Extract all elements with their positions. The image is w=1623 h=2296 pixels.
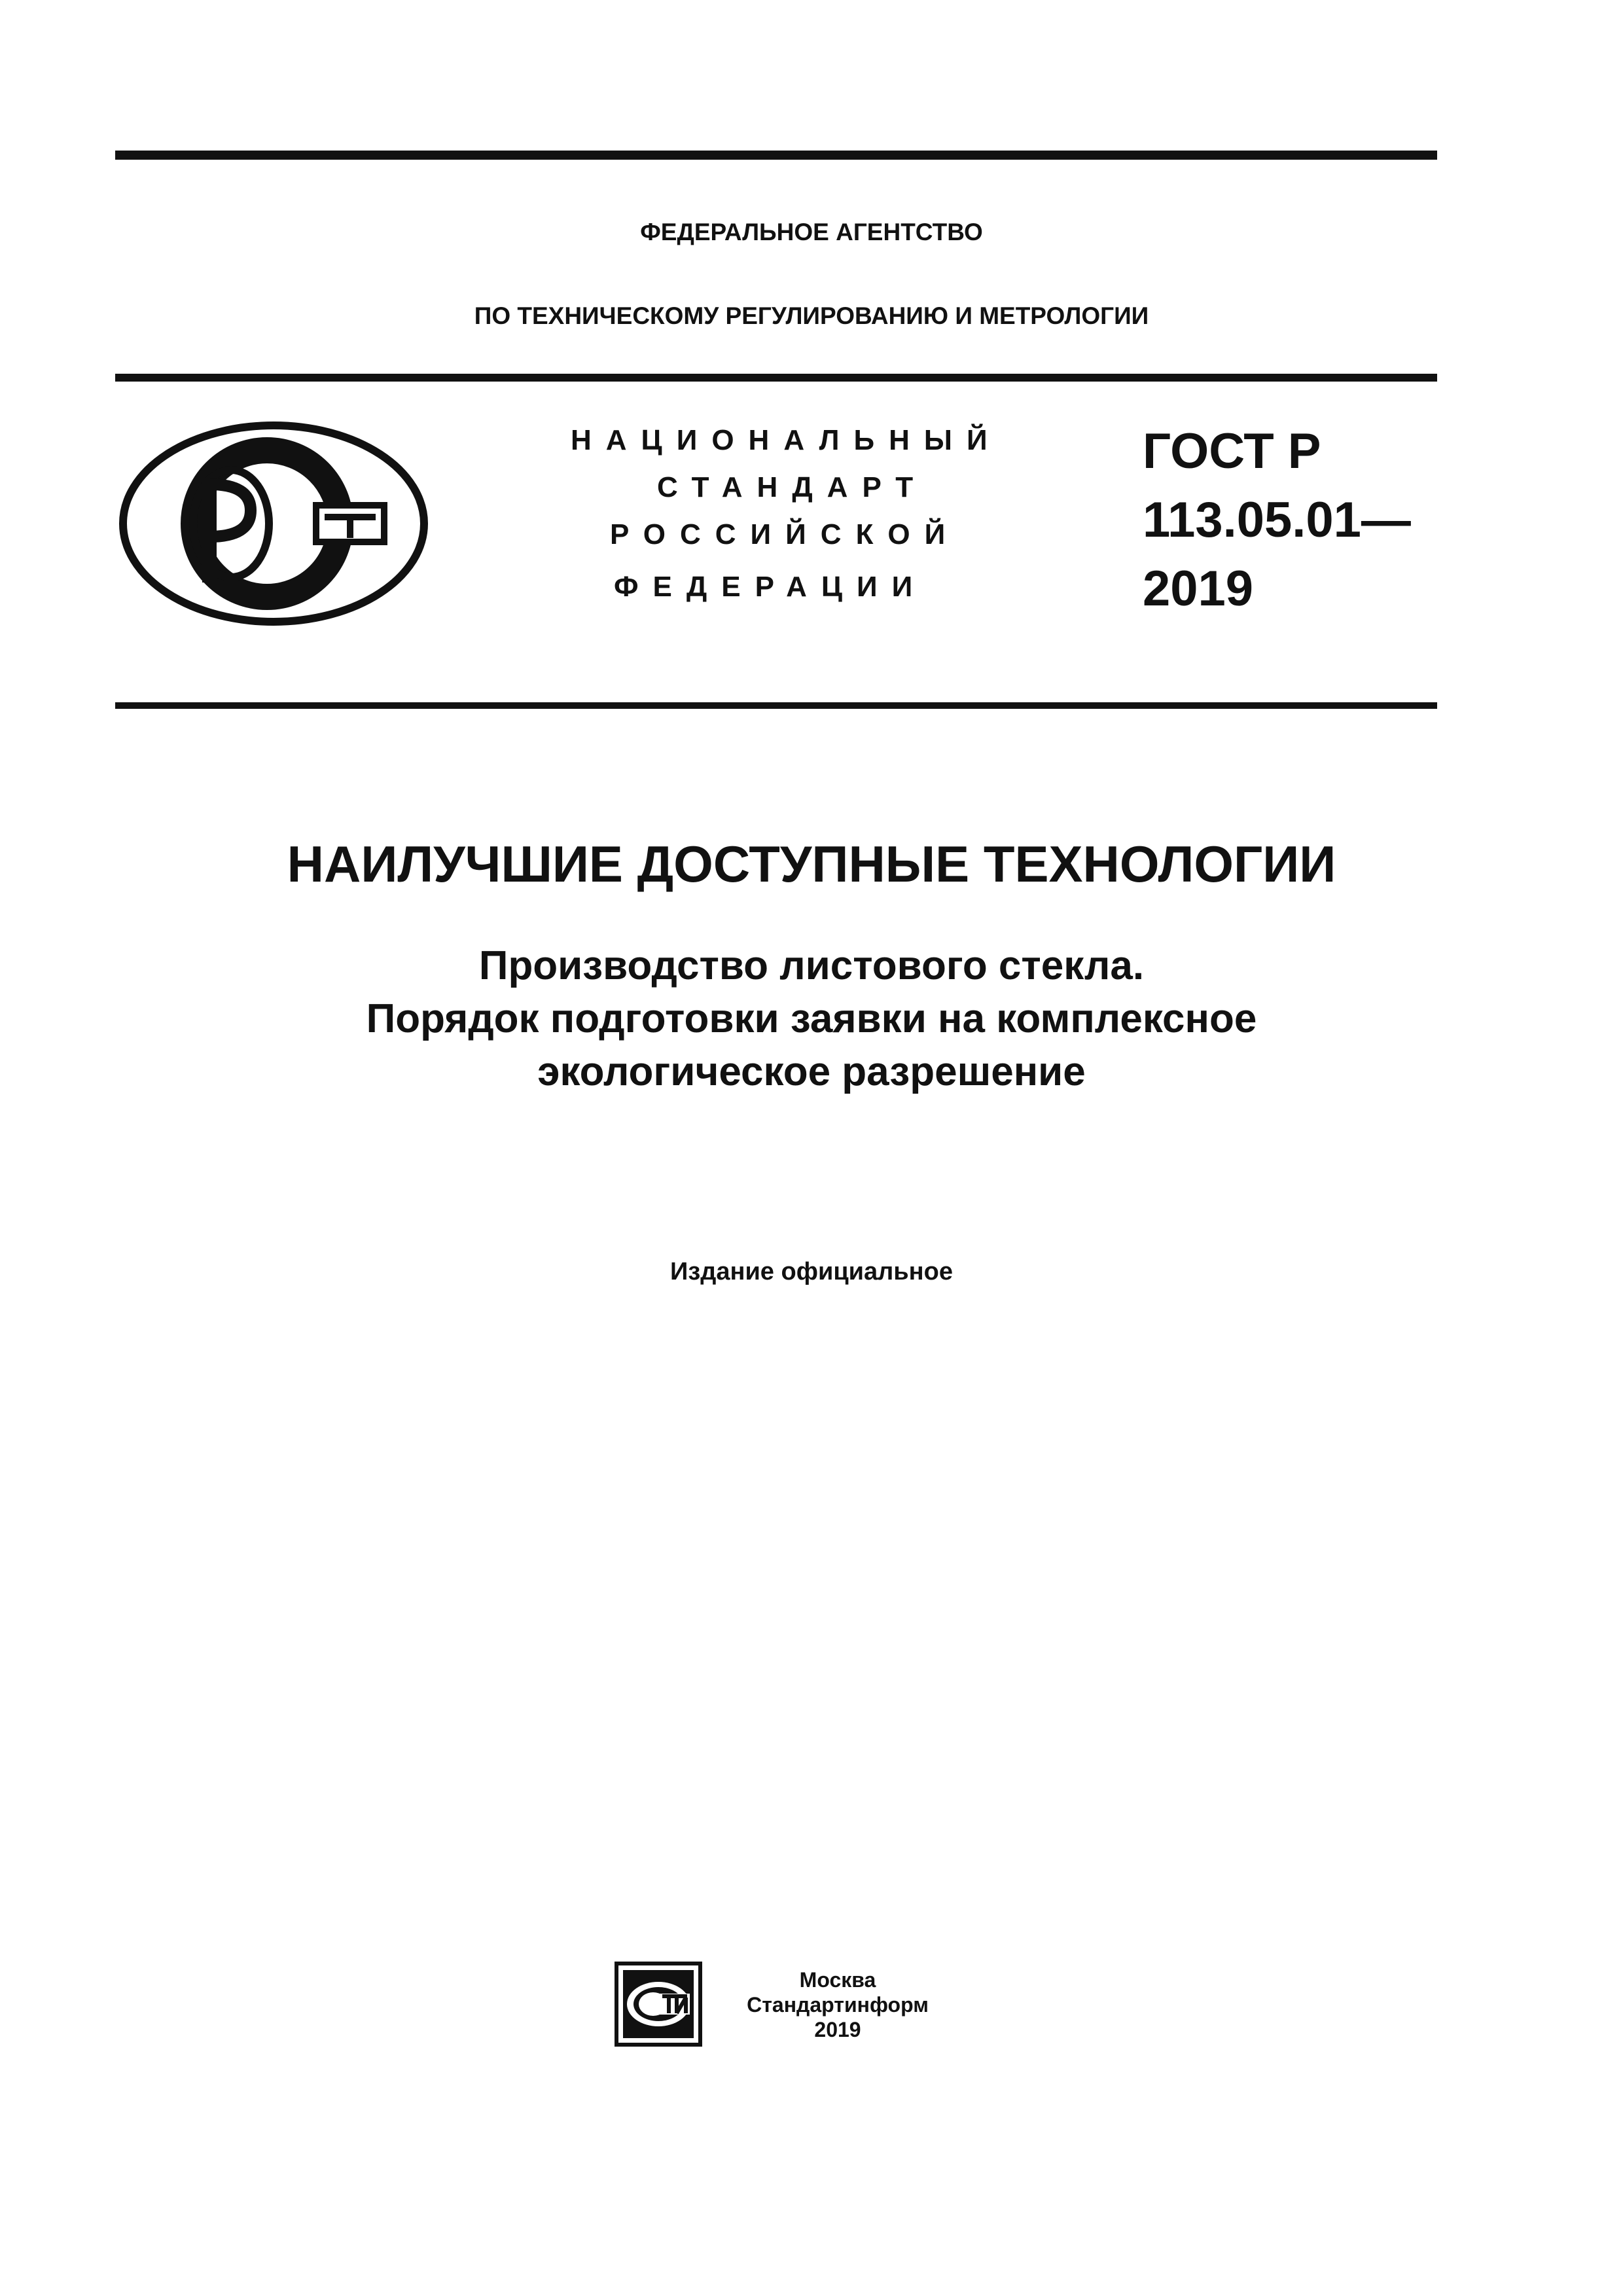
rst-logo-icon	[116, 419, 431, 628]
national-line-2: СТАНДАРТ	[657, 471, 928, 503]
publisher-city: Москва	[799, 1968, 876, 1992]
gost-line-2: 113.05.01—	[1143, 492, 1411, 548]
gost-line-3: 2019	[1143, 561, 1254, 617]
national-line-1: НАЦИОНАЛЬНЫЙ	[571, 424, 1002, 456]
subtitle-line-1: Производство листового стекла.	[478, 943, 1145, 988]
main-title: НАИЛУЧШИЕ ДОСТУПНЫЕ ТЕХНОЛОГИИ	[287, 835, 1336, 893]
gost-line-1: ГОСТ Р	[1143, 423, 1321, 479]
national-line-4: ФЕДЕРАЦИИ	[614, 571, 927, 603]
mid-rule	[115, 702, 1437, 709]
standartinform-logo-icon	[614, 1957, 711, 2050]
national-line-3: РОССИЙСКОЙ	[610, 518, 960, 550]
subtitle-line-3: экологическое разрешение	[537, 1049, 1086, 1094]
agency-line-1: ФЕДЕРАЛЬНОЕ АГЕНТСТВО	[640, 219, 983, 245]
publisher-year: 2019	[814, 2018, 861, 2041]
publisher-name: Стандартинформ	[747, 1993, 929, 2017]
header-rule	[115, 374, 1437, 382]
agency-line-2: ПО ТЕХНИЧЕСКОМУ РЕГУЛИРОВАНИЮ И МЕТРОЛОГИИ	[474, 302, 1149, 329]
subtitle-line-2: Порядок подготовки заявки на комплексное	[366, 996, 1257, 1041]
top-rule	[115, 151, 1437, 160]
edition-label: Издание официальное	[670, 1258, 953, 1285]
